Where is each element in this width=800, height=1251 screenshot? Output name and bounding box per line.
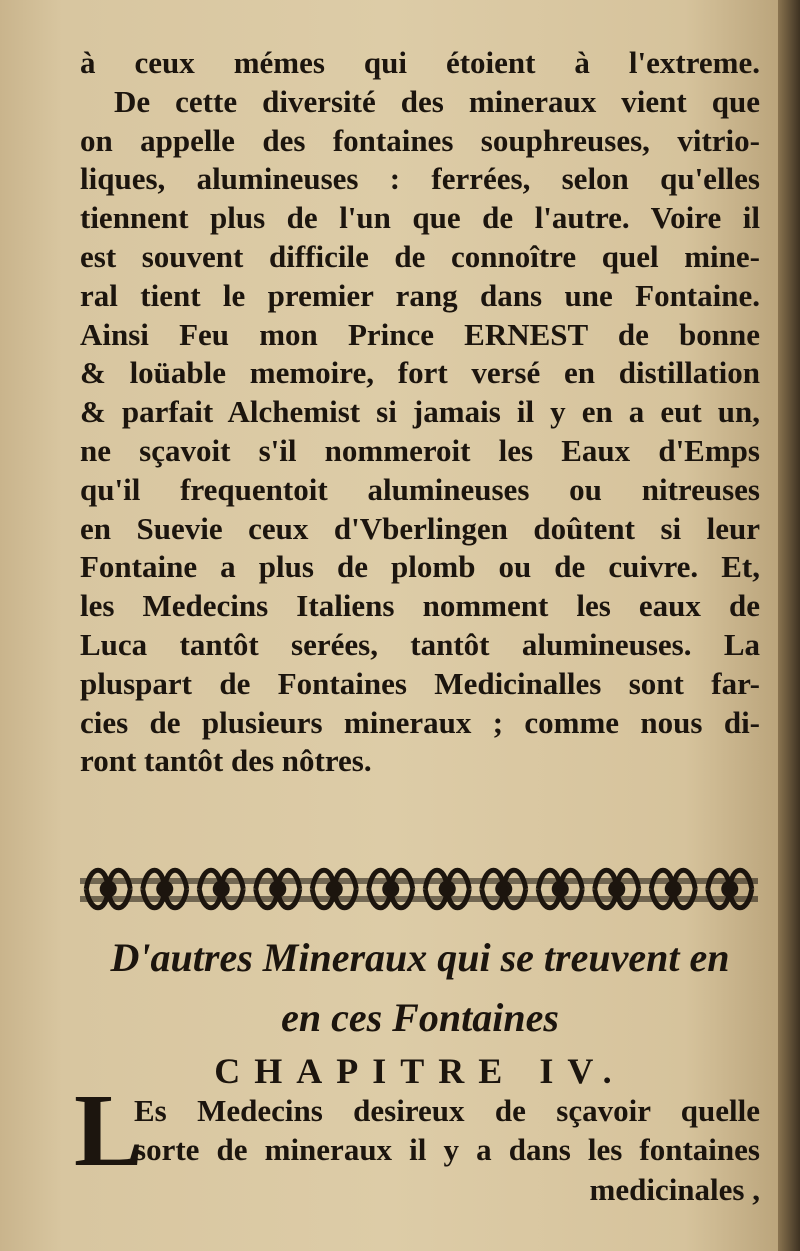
chapter-number: CHAPITRE IV. xyxy=(214,1051,626,1091)
text-line: Es Medecins desireux de sçavoir quelle xyxy=(134,1093,760,1128)
fleuron-dot xyxy=(724,883,736,895)
text-line: on appelle des fontaines souphreuses, vitrio- xyxy=(80,122,760,158)
drop-cap: L xyxy=(74,1073,144,1188)
fleuron-dot xyxy=(328,883,340,895)
fleuron-dot xyxy=(215,883,227,895)
text-line: pluspart de Fontaines Medicinalles sont far- xyxy=(80,665,760,701)
chapter-title-line1: D'autres Mineraux qui se treuvent en xyxy=(110,935,730,980)
text-line: les Medecins Italiens nomment les eaux de xyxy=(80,588,760,624)
fleuron-dot xyxy=(611,883,623,895)
text-line: Fontaine a plus de plomb ou de cuivre. Et, xyxy=(80,549,760,585)
body-text xyxy=(80,44,760,781)
fleuron-dot xyxy=(385,883,397,895)
fleuron-dot xyxy=(102,883,114,895)
chapter-title xyxy=(80,928,760,1048)
text-line: en Suevie ceux d'Vberlingen doûtent si leur xyxy=(80,510,760,546)
text-line: sorte de mineraux il y a dans les fontaines xyxy=(134,1131,760,1167)
page-gutter xyxy=(778,0,800,1251)
text-line: Luca tantôt serées, tantôt alumineuses. La xyxy=(80,626,760,662)
text-line: ne sçavoit s'il nommeroit les Eaux d'Emps xyxy=(80,432,760,468)
fleuron-dot xyxy=(498,883,510,895)
text-line: qu'il frequentoit alumineuses ou nitreuses xyxy=(80,471,760,507)
catchword: medicinales , xyxy=(589,1172,760,1207)
ornament-band xyxy=(80,858,758,920)
text-line: tiennent plus de l'un que de l'autre. Voire il xyxy=(80,200,760,236)
text-line: cies de plusieurs mineraux ; comme nous di- xyxy=(80,704,760,740)
chapter-text xyxy=(134,1092,760,1170)
fleuron-dot xyxy=(667,883,679,895)
fleuron-dot xyxy=(272,883,284,895)
text-line: à ceux mémes qui étoient à l'extreme. xyxy=(80,45,760,80)
text-line: & parfait Alchemist si jamais il y en a eut un, xyxy=(80,394,760,430)
ornament-fleurons xyxy=(86,870,752,908)
text-line: & loüable memoire, fort versé en distillation xyxy=(80,355,760,391)
text-line: liques, alumineuses : ferrées, selon qu'elles xyxy=(80,161,760,197)
text-line: Ainsi Feu mon Prince ERNEST de bonne xyxy=(80,316,760,352)
text-line: est souvent difficile de connoître quel mine- xyxy=(80,238,760,274)
text-line: De cette diversité des mineraux vient que xyxy=(114,83,760,119)
fleuron-dot xyxy=(159,883,171,895)
text-line: ront tantôt des nôtres. xyxy=(80,743,372,779)
text-line: ral tient le premier rang dans une Fontaine. xyxy=(80,277,760,313)
fleuron-dot xyxy=(554,883,566,895)
chapter-title-line2: en ces Fontaines xyxy=(281,995,559,1040)
fleuron-dot xyxy=(441,883,453,895)
